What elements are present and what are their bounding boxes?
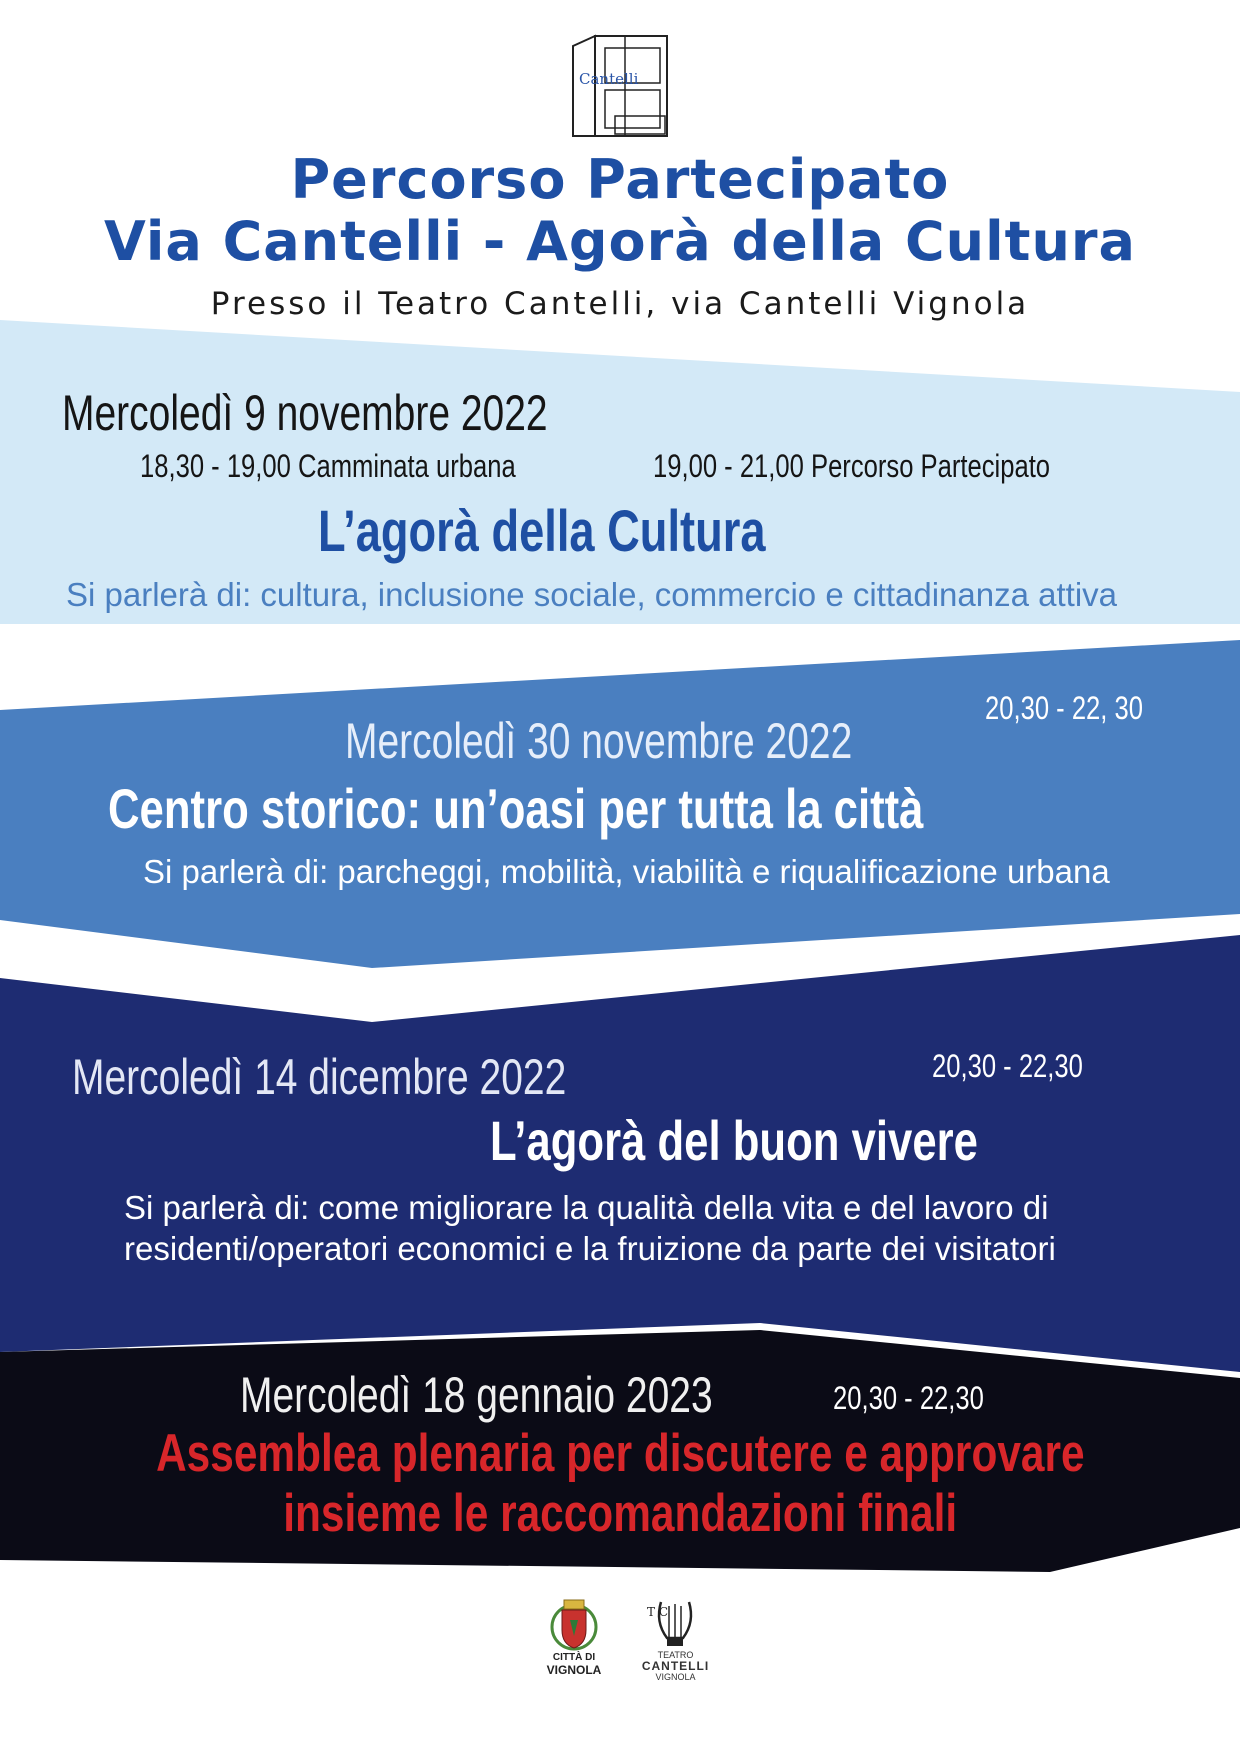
event2-date: Mercoledì 30 novembre 2022 bbox=[345, 713, 853, 769]
main-title-line1: Percorso Partecipato bbox=[290, 148, 950, 211]
event1-heading: L’agorà della Cultura bbox=[318, 499, 766, 564]
event4-heading-line2: insieme le raccomandazioni finali bbox=[283, 1484, 957, 1543]
event1-description: Si parlerà di: cultura, inclusione sociale, commercio e cittadinanza attiva bbox=[66, 576, 1118, 613]
svg-text:Cantelli: Cantelli bbox=[579, 70, 639, 88]
theatre-logo-line2: CANTELLI bbox=[641, 1659, 710, 1673]
cantelli-culture-logo bbox=[565, 28, 680, 143]
event3-date: Mercoledì 14 dicembre 2022 bbox=[72, 1049, 567, 1105]
event4-heading bbox=[0, 1424, 1240, 1544]
main-title-line2: Via Cantelli - Agorà della Cultura bbox=[104, 210, 1136, 273]
event2-time: 20,30 - 22, 30 bbox=[985, 690, 1143, 726]
event2-description: Si parlerà di: parcheggi, mobilità, viabilità e riqualificazione urbana bbox=[143, 853, 1110, 890]
event2-heading: Centro storico: un’oasi per tutta la città bbox=[108, 777, 924, 840]
event3-description-line1: Si parlerà di: come migliorare la qualità della vita e del lavoro di bbox=[124, 1189, 1049, 1226]
city-logo-line2: VIGNOLA bbox=[546, 1663, 602, 1677]
svg-text:T C: T C bbox=[647, 1605, 668, 1619]
venue-subtitle: Presso il Teatro Cantelli, via Cantelli Vignola bbox=[210, 286, 1030, 322]
event4-heading-line1: Assemblea plenaria per discutere e approvare bbox=[155, 1424, 1085, 1483]
event3-heading: L’agorà del buon vivere bbox=[490, 1109, 978, 1172]
event3-description bbox=[124, 1187, 1124, 1269]
city-logo-caption bbox=[520, 1652, 628, 1676]
theatre-logo-caption bbox=[628, 1650, 723, 1683]
event3-description-line2: residenti/operatori economici e la fruizione da parte dei visitatori bbox=[124, 1230, 1056, 1267]
event1-date: Mercoledì 9 novembre 2022 bbox=[62, 385, 548, 441]
lyre-icon bbox=[645, 1592, 705, 1656]
theatre-logo-line1: TEATRO bbox=[657, 1650, 694, 1660]
event1-time-walk: 18,30 - 19,00 Camminata urbana bbox=[140, 448, 516, 484]
city-logo-line1: CITTÀ DI bbox=[552, 1652, 596, 1663]
event4-time: 20,30 - 22,30 bbox=[833, 1380, 984, 1416]
theatre-logo-line3: VIGNOLA bbox=[655, 1672, 696, 1682]
event3-time: 20,30 - 22,30 bbox=[932, 1048, 1083, 1084]
event1-time-session: 19,00 - 21,00 Percorso Partecipato bbox=[653, 448, 1051, 484]
event4-date: Mercoledì 18 gennaio 2023 bbox=[240, 1367, 713, 1423]
